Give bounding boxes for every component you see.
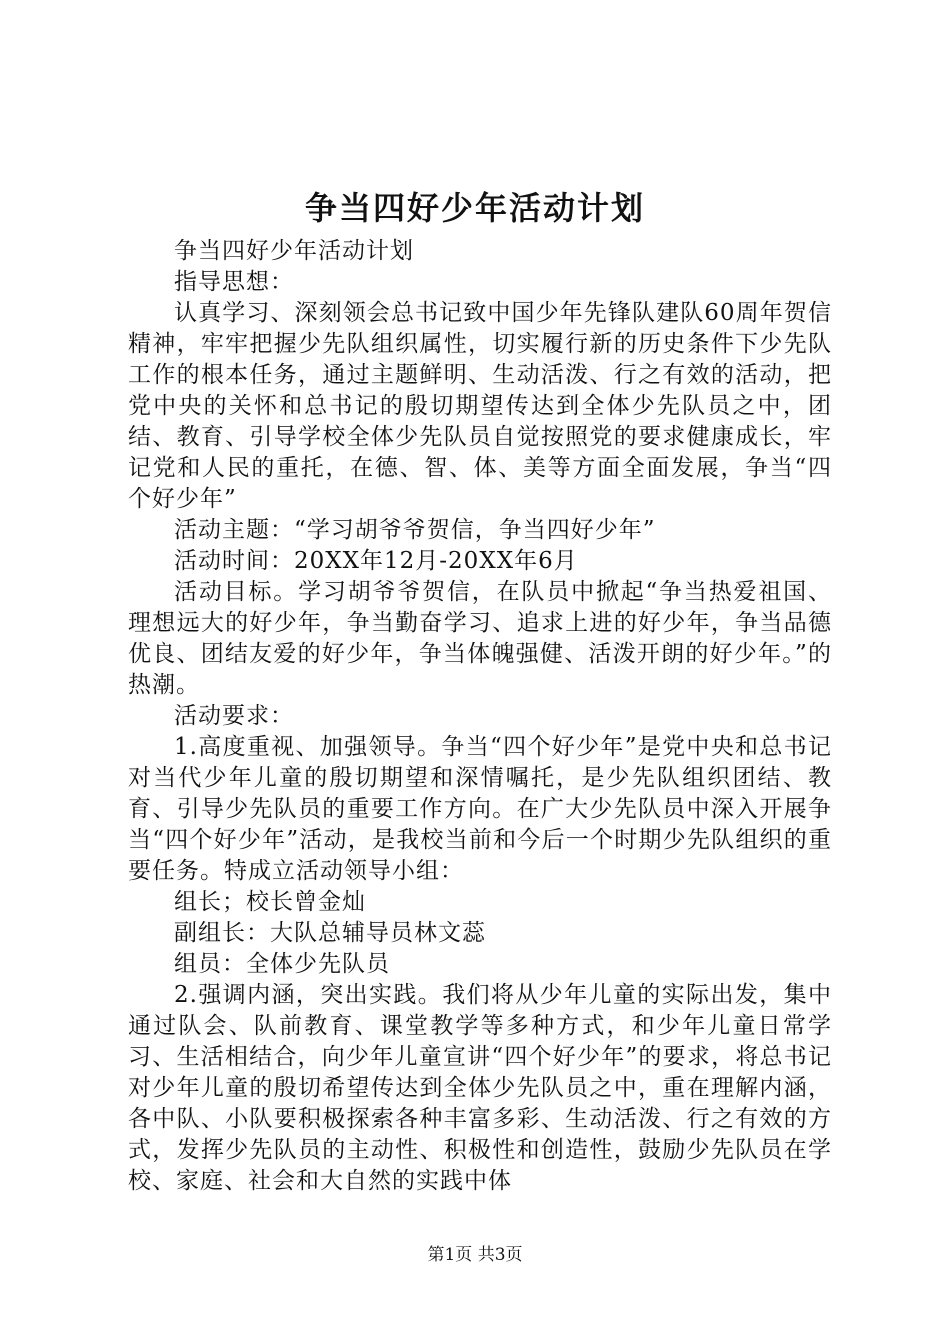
paragraph-subtitle: 争当四好少年活动计划: [174, 238, 414, 264]
paragraph-requirement-1: 1.高度重视、加强领导。争当“四个好少年”是党中央和总书记对当代少年儿童的殷切期望和深情嘱托，是少先队组织团结、教育、引导少先队员的重要工作方向。在广大少先队员中深入开展争当“四个好少年”活动，是我校当前和今后一个时期少先队组织的重要任务。特成立活动领导小组：: [128, 734, 832, 884]
paragraph-requirements-heading: 活动要求：: [174, 703, 294, 729]
paragraph-leader: 组长；校长曾金灿: [174, 889, 366, 915]
paragraph-members: 组员：全体少先队员: [174, 951, 390, 977]
paragraph-goal: 活动目标。学习胡爷爷贺信，在队员中掀起“争当热爱祖国、理想远大的好少年，争当勤奋学习、追求上进的好少年，争当品德优良、团结友爱的好少年，争当体魄强健、活泼开朗的好少年。”的热潮。: [128, 579, 832, 698]
paragraph-requirement-2: 2.强调内涵，突出实践。我们将从少年儿童的实际出发，集中通过队会、队前教育、课堂教学等多种方式，和少年儿童日常学习、生活相结合，向少年儿童宣讲“四个好少年”的要求，将总书记对少年儿童的殷切希望传达到全体少先队员之中，重在理解内涵，各中队、小队要积极探索各种丰富多彩、生动活泼、行之有效的方式，发挥少先队员的主动性、积极性和创造性，鼓励少先队员在学校、家庭、社会和大自然的实践中体: [128, 982, 832, 1194]
paragraph-theme: 活动主题：“学习胡爷爷贺信，争当四好少年”: [174, 517, 656, 543]
document-title: 争当四好少年活动计划: [304, 189, 645, 227]
paragraph-deputy-leader: 副组长：大队总辅导员林文蕊: [174, 920, 486, 946]
page-number-footer: 第1页 共3页: [427, 1245, 523, 1265]
paragraph-time: 活动时间：20XX年12月-20XX年6月: [174, 548, 578, 574]
document-body: [128, 236, 832, 1197]
paragraph-guiding-heading: 指导思想：: [174, 269, 294, 295]
paragraph-guiding-text: 认真学习、深刻领会总书记致中国少年先锋队建队60周年贺信精神，牢牢把握少先队组织属性，切实履行新的历史条件下少先队工作的根本任务，通过主题鲜明、生动活泼、行之有效的活动，把党中央的关怀和总书记的殷切期望传达到全体少先队员之中，团结、教育、引导学校全体少先队员自觉按照党的要求健康成长，牢记党和人民的重托，在德、智、体、美等方面全面发展，争当“四个好少年”: [128, 300, 832, 512]
